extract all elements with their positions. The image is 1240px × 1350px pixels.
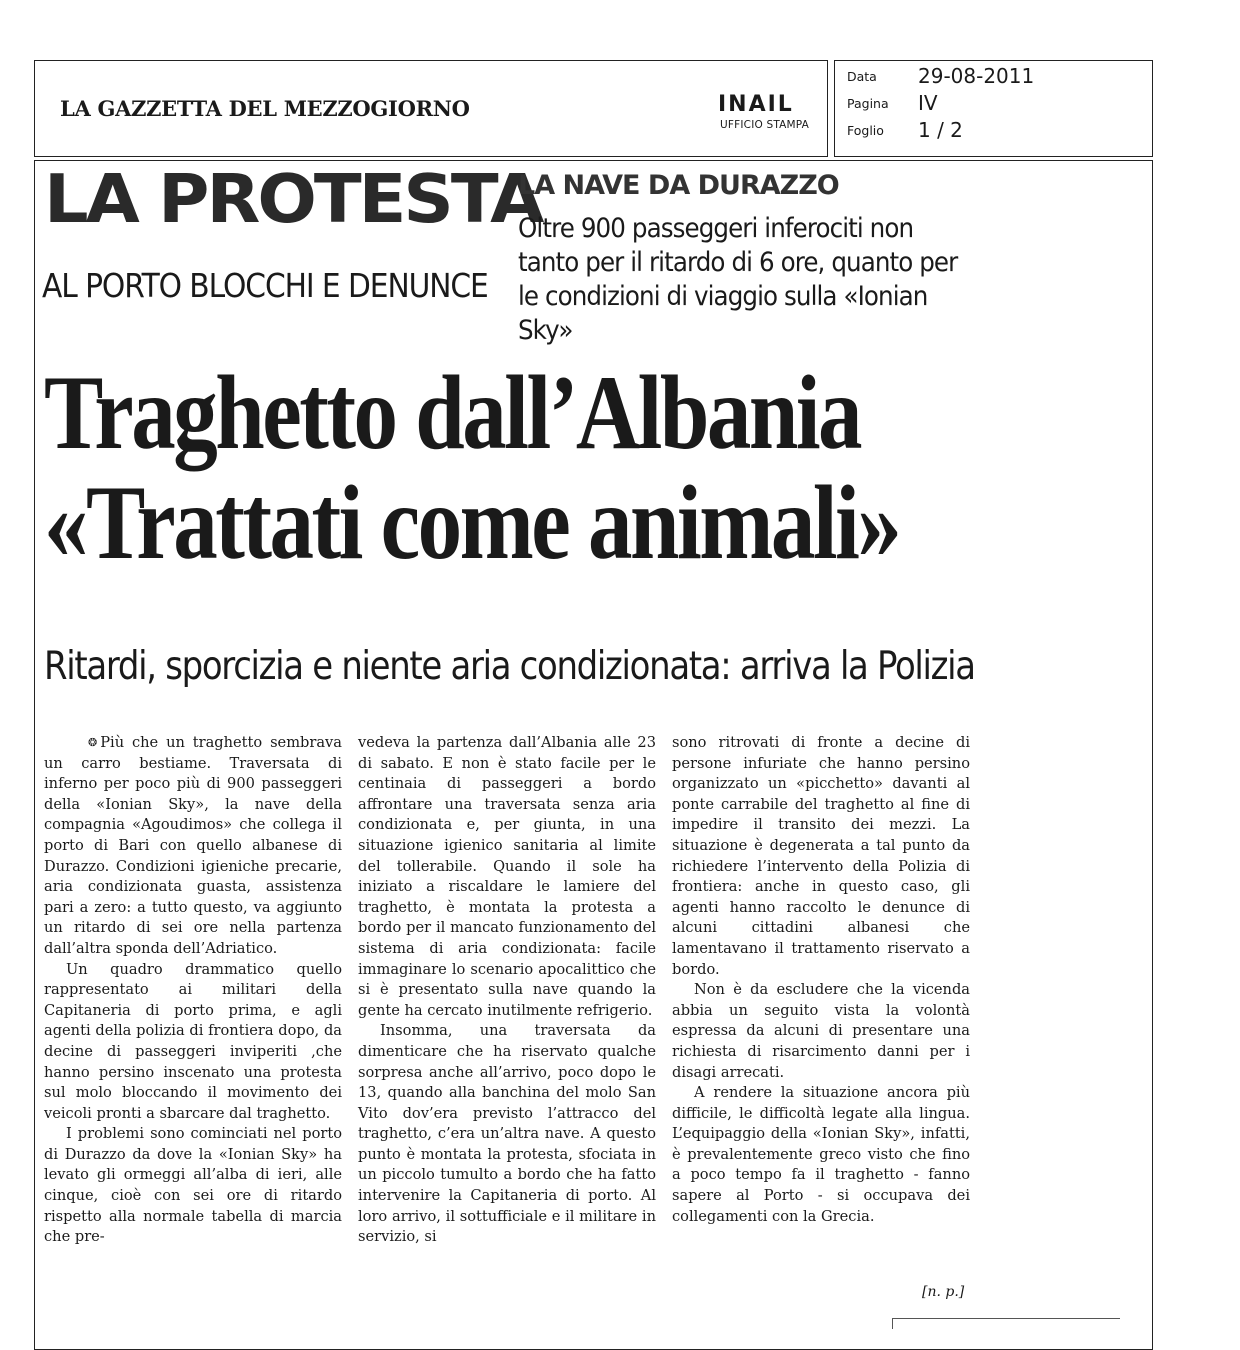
paragraph: I problemi sono cominciati nel porto di Durazzo da dove la «Ionian Sky» ha levato gli ormeggi all’alba di ieri, alle cinque, cioè con sei ore di ritardo rispetto alla normale tabella di marcia che pre- xyxy=(44,1125,342,1246)
footer-box xyxy=(892,1318,1120,1329)
side-kicker-title: LA NAVE DA DURAZZO xyxy=(518,170,839,201)
kicker-subtitle: AL PORTO BLOCCHI E DENUNCE xyxy=(42,266,488,305)
headline-line-2: «Trattati come animali» xyxy=(44,464,900,581)
inail-subtitle: UFFICIO STAMPA xyxy=(720,119,810,131)
article-column-1 xyxy=(44,733,342,1248)
paragraph-text: Più che un traghetto sembrava un carro bestiame. Traversata di inferno per poco più di 900 passeggeri della «Ionian Sky», la nave della compagnia «Agoudimos» che collega il porto di Bari con quello albanese di Durazzo. Condizioni igieniche precarie, aria condizionata guasta, assistenza pari a zero: a tutto questo, va aggiunto un ritardo di sei ore nella partenza dall’altra sponda dell’Adriatico. xyxy=(44,734,342,957)
headline-line-1: Traghetto dall’Albania xyxy=(44,354,861,471)
paragraph: Un quadro drammatico quello rappresentato ai militari della Capitaneria di porto prima, e agli agenti della polizia di frontiera dopo, da decine di passeggeri inviperiti ,che hanno persino inscenato una protesta sul molo bloccando il movimento dei veicoli pronti a sbarcare dal traghetto. xyxy=(44,960,342,1122)
article-column-3 xyxy=(672,733,970,1227)
sheet-value: 1 / 2 xyxy=(918,118,963,142)
author-signature: [n. p.] xyxy=(922,1284,965,1300)
page-label: Pagina xyxy=(847,96,889,111)
article-column-2 xyxy=(358,733,656,1248)
paragraph: sono ritrovati di fronte a decine di persone infuriate che hanno persino organizzato un «picchetto» davanti al ponte carrabile del traghetto al fine di impedire il transito dei mezzi. La situazione è degenerata a tal punto da richiedere l’intervento della Polizia di frontiera: anche in questo caso, gli agenti hanno raccolto le denunce di alcuni cittadini albanesi che lamentavano il trattamento riservato a bordo. xyxy=(672,734,970,978)
date-label: Data xyxy=(847,69,877,84)
paragraph: Insomma, una traversata da dimenticare che ha riservato qualche sorpresa anche all’arrivo, poco dopo le 13, quando alla banchina del molo San Vito dov’era previsto l’attracco del traghetto, c’era un’altra nave. A questo punto è montata la protesta, sfociata in un piccolo tumulto a bordo che ha fatto intervenire la Capitaneria di porto. Al loro arrivo, il sottufficiale e il militare in servizio, si xyxy=(358,1022,656,1246)
newspaper-name: LA GAZZETTA DEL MEZZOGIORNO xyxy=(60,96,470,121)
paragraph: vedeva la partenza dall’Albania alle 23 di sabato. E non è stato facile per le centinaia di passeggeri a bordo affrontare una traversata senza aria condizionata e, per giunta, in una situazione igienico sanitaria al limite del tollerabile. Quando il sole ha iniziato a riscaldare le lamiere del traghetto, è montata la protesta a bordo per il mancato funzionamento del sistema di aria condizionata: facile immaginare lo scenario apocalittico che si è presentato sulla nave quando la gente ha cercato inutilmente refrigerio. xyxy=(358,734,656,1019)
subheadline: Ritardi, sporcizia e niente aria condizionata: arriva la Polizia xyxy=(44,644,975,689)
date-value: 29-08-2011 xyxy=(918,64,1035,88)
kicker-title: LA PROTESTA xyxy=(44,160,542,238)
paragraph: Non è da escludere che la vicenda abbia un seguito vista la volontà espressa da alcuni di presentare una richiesta di risarcimento danni per i disagi arrecati. xyxy=(672,981,970,1081)
paragraph xyxy=(44,733,342,960)
paragraph: A rendere la situazione ancora più difficile, le difficoltà legate alla lingua. L’equipaggio della «Ionian Sky», infatti, è prevalentemente greco visto che fino a poco tempo fa il traghetto - fanno sapere al Porto - si occupava dei collegamenti con la Grecia. xyxy=(672,1084,970,1225)
side-kicker-text: Oltre 900 passeggeri inferociti non tanto per il ritardo di 6 ore, quanto per le condizioni di viaggio sulla «Ionian Sky» xyxy=(518,213,958,346)
bullet-icon: ❂ xyxy=(88,736,98,749)
headline xyxy=(44,354,900,581)
inail-logo: INAIL xyxy=(718,92,794,117)
sheet-label: Foglio xyxy=(847,123,884,138)
page-value: IV xyxy=(918,91,938,115)
